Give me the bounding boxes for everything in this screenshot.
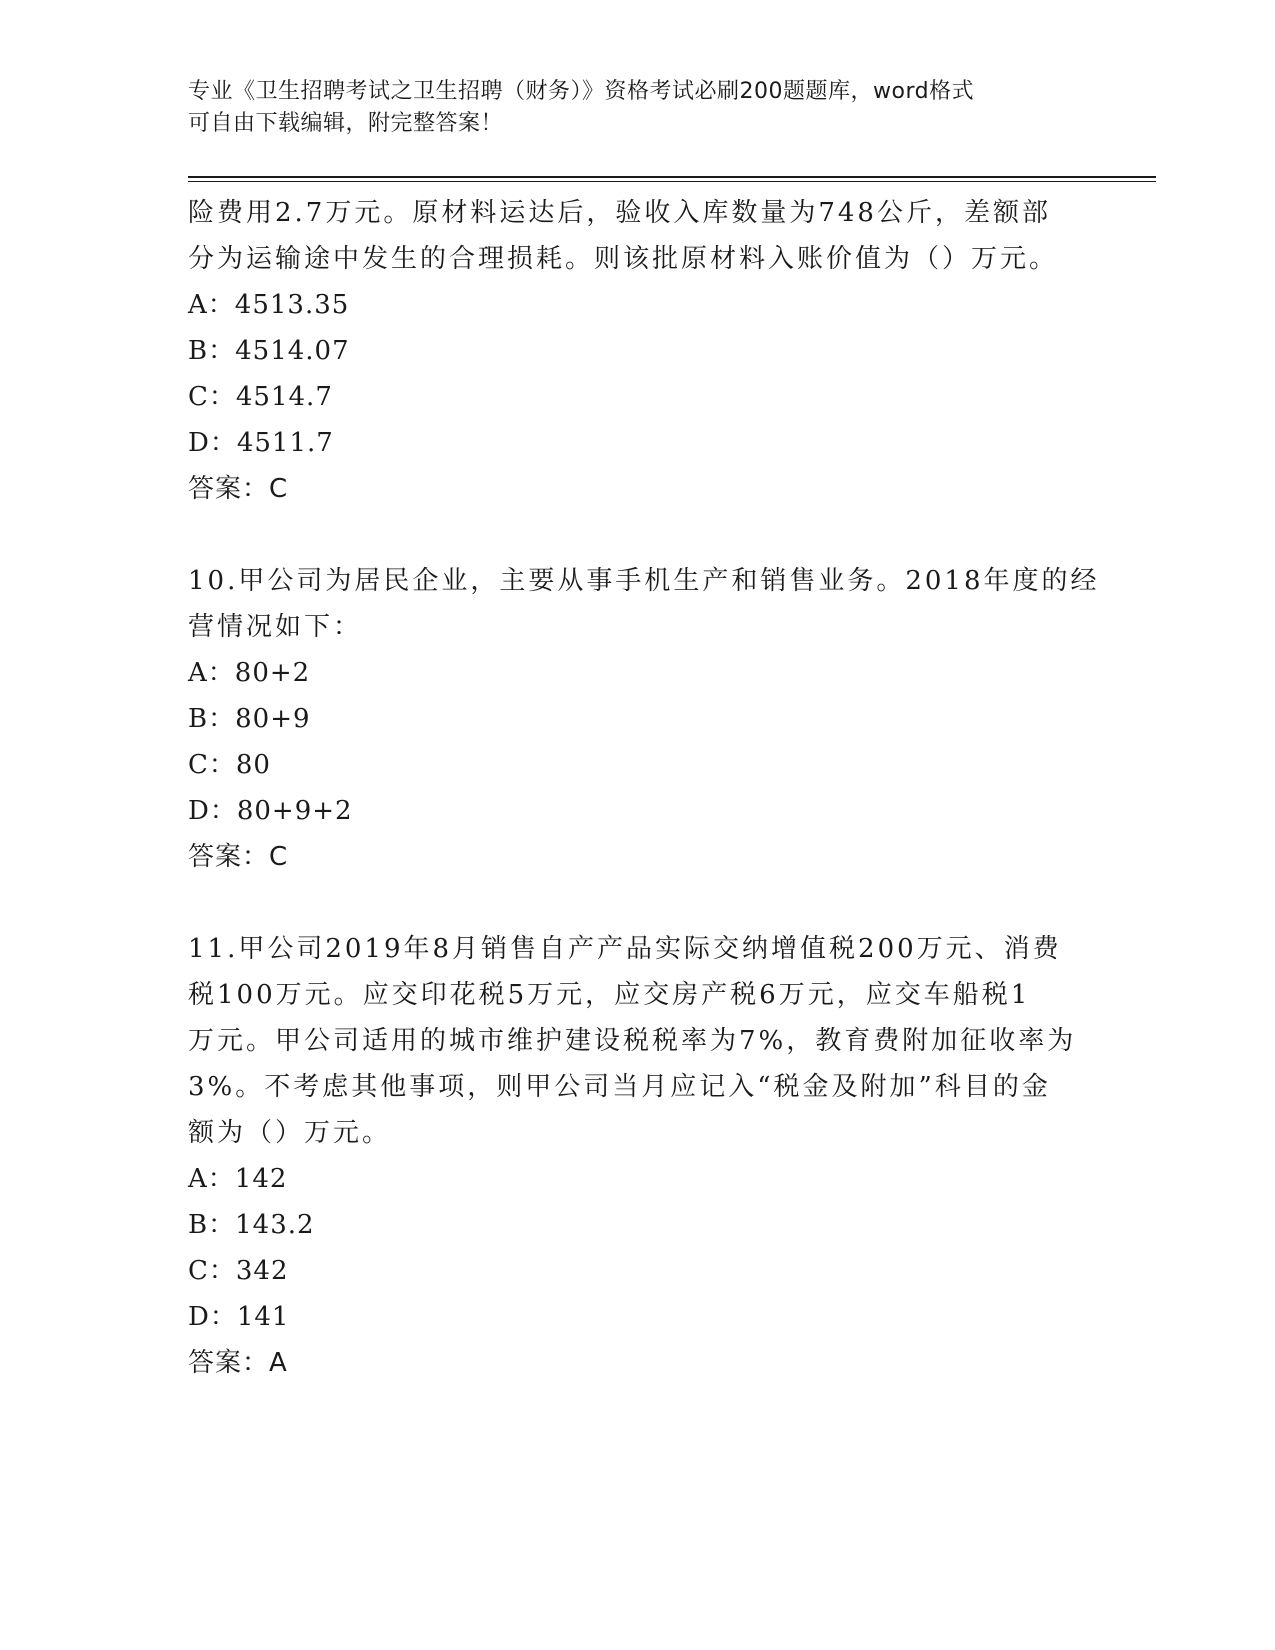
header-divider-thin bbox=[188, 181, 1156, 182]
header-line-2: 可自由下载编辑，附完整答案！ bbox=[188, 111, 504, 136]
option-b: B：4514.07 bbox=[188, 336, 350, 366]
question-content bbox=[188, 190, 1100, 1386]
question-stem-line: 税100万元。应交印花税5万元，应交房产税6万元，应交车船税1 bbox=[188, 980, 1031, 1010]
spacer bbox=[188, 880, 1088, 926]
answer-label: 答案：C bbox=[188, 842, 289, 872]
option-c: C：80 bbox=[188, 750, 271, 780]
option-b: B：143.2 bbox=[188, 1210, 315, 1240]
spacer bbox=[188, 512, 1088, 558]
answer-label: 答案：C bbox=[188, 474, 289, 504]
question-9 bbox=[188, 190, 1088, 512]
document-header bbox=[188, 76, 1088, 140]
option-a: A：4513.35 bbox=[188, 290, 350, 320]
header-divider-thick bbox=[188, 176, 1156, 178]
option-b: B：80+9 bbox=[188, 704, 311, 734]
question-stem-line: 万元。甲公司适用的城市维护建设税税率为7%，教育费附加征收率为 bbox=[188, 1026, 1077, 1056]
question-stem-line: 险费用2.7万元。原材料运达后，验收入库数量为748公斤，差额部 bbox=[188, 198, 1051, 228]
question-10 bbox=[188, 558, 1100, 880]
header-line-1: 专业《卫生招聘考试之卫生招聘（财务）》资格考试必刷200题题库，word格式 bbox=[188, 79, 975, 104]
option-c: C：342 bbox=[188, 1256, 289, 1286]
question-stem-line: 3%。不考虑其他事项，则甲公司当月应记入“税金及附加”科目的金 bbox=[188, 1072, 1051, 1102]
question-11 bbox=[188, 926, 1088, 1386]
question-stem-line: 分为运输途中发生的合理损耗。则该批原材料入账价值为（）万元。 bbox=[188, 244, 1059, 274]
answer-label: 答案：A bbox=[188, 1348, 288, 1378]
option-a: A：142 bbox=[188, 1164, 288, 1194]
option-c: C：4514.7 bbox=[188, 382, 333, 412]
question-stem-line: 11.甲公司2019年8月销售自产产品实际交纳增值税200万元、消费 bbox=[188, 934, 1062, 964]
question-stem-line: 额为（）万元。 bbox=[188, 1118, 392, 1148]
option-d: D：80+9+2 bbox=[188, 796, 353, 826]
option-a: A：80+2 bbox=[188, 658, 311, 688]
option-d: D：141 bbox=[188, 1302, 290, 1332]
option-d: D：4511.7 bbox=[188, 428, 334, 458]
question-stem-line: 10.甲公司为居民企业，主要从事手机生产和销售业务。2018年度的经 bbox=[188, 566, 1100, 596]
question-stem-line: 营情况如下： bbox=[188, 612, 363, 642]
